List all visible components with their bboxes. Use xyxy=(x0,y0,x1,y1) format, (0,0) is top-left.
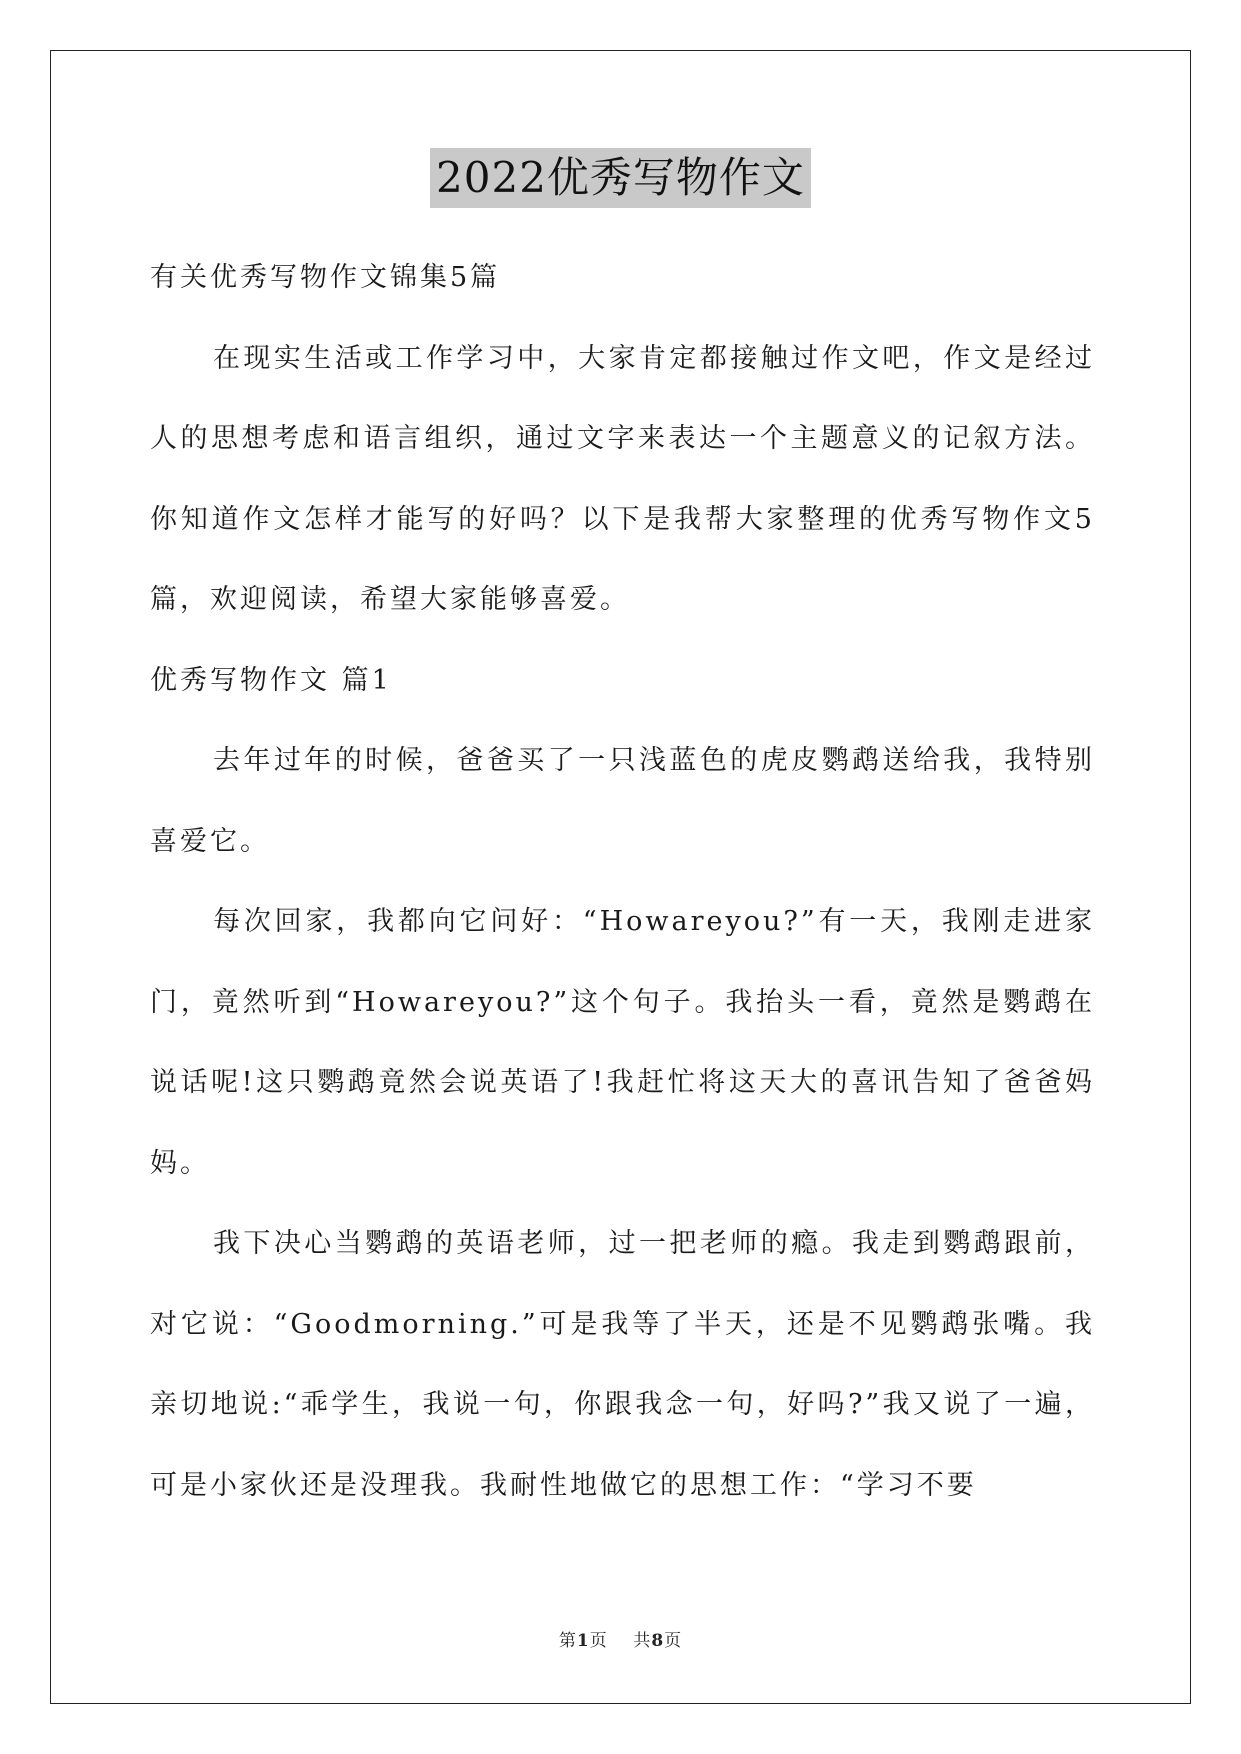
page-number-prefix: 第 xyxy=(558,1631,577,1651)
page-total-suffix: 页 xyxy=(664,1631,683,1651)
document-title: 2022优秀写物作文 xyxy=(430,148,811,208)
page-number: 1 xyxy=(576,1631,590,1651)
intro-paragraph: 在现实生活或工作学习中，大家肯定都接触过作文吧，作文是经过人的思想考虑和语言组织，通过文字来表达一个主题意义的记叙方法。你知道作文怎样才能写的好吗？以下是我帮大家整理的优秀写物作文5篇，欢迎阅读，希望大家能够喜爱。 xyxy=(150,342,1095,615)
body-paragraph: 每次回家，我都向它问好：“Howareyou?”有一天，我刚走进家门，竟然听到“Howareyou?”这个句子。我抬头一看，竟然是鹦鹉在说话呢!这只鹦鹉竟然会说英语了!我赶忙将这天大的喜讯告知了爸爸妈妈。 xyxy=(150,906,1095,1179)
body-paragraph: 去年过年的时候，爸爸买了一只浅蓝色的虎皮鹦鹉送给我，我特别喜爱它。 xyxy=(150,745,1095,857)
document-body xyxy=(150,238,1095,1526)
page-total: 8 xyxy=(651,1631,665,1651)
page-footer xyxy=(0,1626,1241,1651)
page-total-prefix: 共 xyxy=(633,1631,652,1651)
page-number-suffix: 页 xyxy=(589,1631,608,1651)
subtitle-paragraph: 有关优秀写物作文锦集5篇 xyxy=(150,262,501,293)
title-container xyxy=(0,148,1241,208)
body-paragraph: 我下决心当鹦鹉的英语老师，过一把老师的瘾。我走到鹦鹉跟前，对它说：“Goodmorning.”可是我等了半天，还是不见鹦鹉张嘴。我亲切地说:“乖学生，我说一句，你跟我念一句，好吗?”我又说了一遍，可是小家伙还是没理我。我耐性地做它的思想工作：“学习不要 xyxy=(150,1228,1095,1501)
section-heading: 优秀写物作文 篇1 xyxy=(150,664,392,696)
